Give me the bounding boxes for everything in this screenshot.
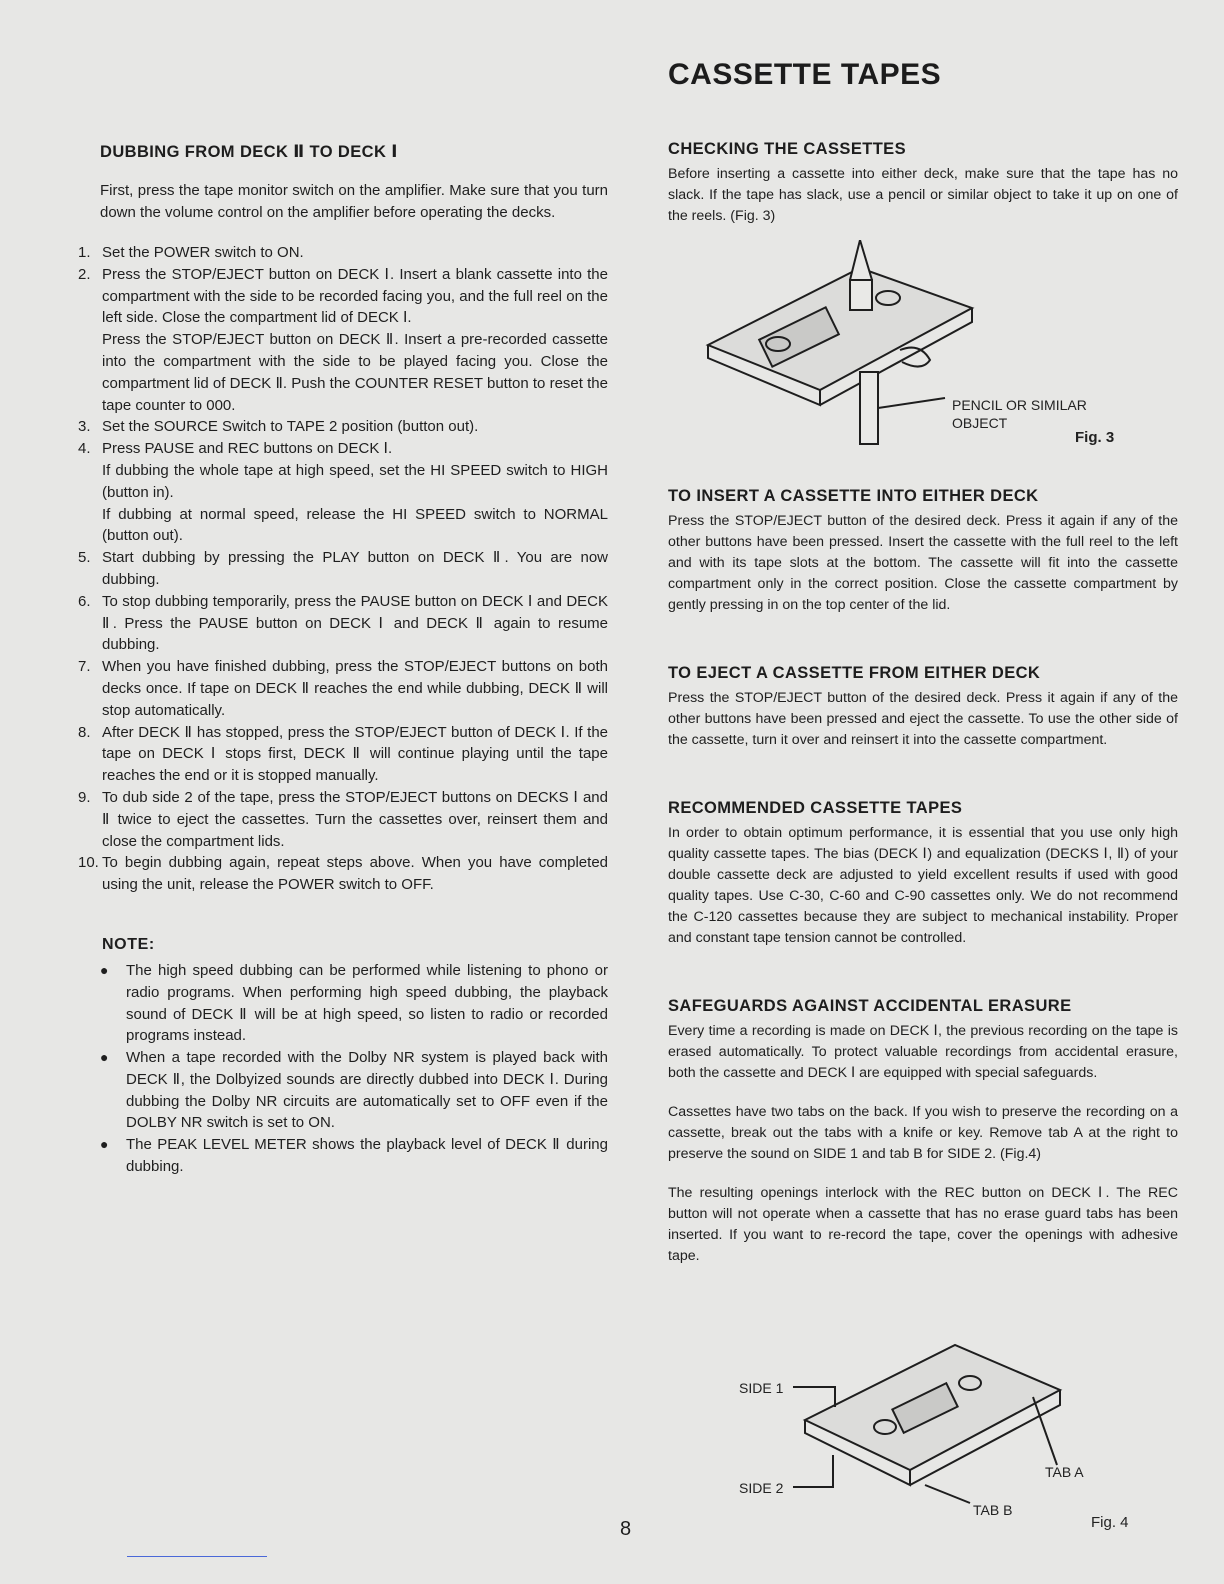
insert-section — [668, 487, 1178, 616]
fig4-tab-b-label: TAB B — [973, 1502, 1013, 1518]
page-number: 8 — [620, 1518, 632, 1540]
cassette-pencil-illustration — [700, 240, 1140, 455]
step-item: 2. Press the STOP/EJECT button on DECK Ⅰ. Insert a blank cassette into the compartment with the side to be recorded facing you, and the full reel on the left side. Close the compartment lid of DECK Ⅰ. Press the STOP/EJECT button on DECK Ⅱ. Insert a pre-recorded cassette into the compartment with the side to be played facing you. Close the compartment lid of DECK Ⅱ. Push the COUNTER RESET button to reset the tape counter to 000. — [78, 265, 608, 414]
dubbing-intro: First, press the tape monitor switch on the amplifier. Make sure that you turn down the volume control on the amplifier before operating the decks. — [100, 182, 608, 221]
note-list — [100, 960, 608, 1178]
bullet-icon: ● — [100, 961, 109, 978]
page-title: CASSETTE TAPES — [668, 58, 942, 91]
safeguards-text-1: Every time a recording is made on DECK Ⅰ, the previous recording on the tape is erased automatically. To protect valuable recordings from accidental erasure, both the cassette and DECK Ⅰ are equipped with special safeguards. — [668, 1023, 1178, 1081]
safeguards-text-3: The resulting openings interlock with the REC button on DECK Ⅰ. The REC button will not operate when a cassette that has no erase guard tabs has been inserted. If you want to re-record the tape, cover the openings with adhesive tape. — [668, 1185, 1178, 1264]
cassette-tabs-illustration — [735, 1335, 1155, 1535]
note-heading: NOTE: — [102, 935, 155, 953]
eject-heading: TO EJECT A CASSETTE FROM EITHER DECK — [668, 664, 1041, 682]
fig3-label-line2: OBJECT — [952, 415, 1008, 431]
checking-section — [668, 140, 1178, 227]
bullet-icon: ● — [100, 1049, 109, 1066]
bullet-icon: ● — [100, 1136, 109, 1153]
step-item: 10. To begin dubbing again, repeat steps above. When you have completed using the unit, release the POWER switch to OFF. — [78, 854, 608, 894]
step-item: 7. When you have finished dubbing, press the STOP/EJECT buttons on both decks once. If tape on DECK Ⅱ reaches the end while dubbing, DECK Ⅱ will stop automatically. — [78, 658, 608, 719]
fig3-caption: Fig. 3 — [1075, 429, 1115, 446]
checking-heading: CHECKING THE CASSETTES — [668, 140, 906, 158]
step-item: 9. To dub side 2 of the tape, press the STOP/EJECT buttons on DECKS Ⅰ and Ⅱ twice to eject the cassettes. Turn the cassettes over, reinsert them and close the compartment lids. — [78, 788, 608, 850]
left-column — [78, 142, 608, 1178]
fig4-caption: Fig. 4 — [1091, 1514, 1129, 1531]
fig4-tab-a-label: TAB A — [1045, 1464, 1084, 1480]
recommended-text: In order to obtain optimum performance, it is essential that you use only high quality cassette tapes. The bias (DECK Ⅰ) and equalization (DECKS Ⅰ, Ⅱ) of your double cassette deck are adjusted to yield excellent results if used with good quality tapes. Use C-30, C-60 and C-90 cassettes only. We do not recommend the C-120 cassettes because they are subject to mechanical instability. Proper and constant tape tension cannot be controlled. — [668, 825, 1178, 946]
recommended-section — [668, 799, 1178, 949]
step-item: 6. To stop dubbing temporarily, press the PAUSE button on DECK Ⅰ and DECK Ⅱ. Press the PAUSE button on DECK Ⅰ and DECK Ⅱ again to resume dubbing. — [78, 592, 608, 654]
step-item: 3. Set the SOURCE Switch to TAPE 2 position (button out). — [78, 418, 479, 436]
step-item: 5. Start dubbing by pressing the PLAY button on DECK Ⅱ. You are now dubbing. — [78, 549, 608, 588]
fig4-side1-label: SIDE 1 — [739, 1380, 784, 1396]
dubbing-steps — [78, 242, 608, 896]
eject-text: Press the STOP/EJECT button of the desired deck. Press it again if any of the other buttons have been pressed and eject the cassette. To use the other side of the cassette, turn it over and reinsert it into the cassette compartment. — [668, 690, 1178, 748]
insert-heading: TO INSERT A CASSETTE INTO EITHER DECK — [668, 487, 1039, 505]
insert-text: Press the STOP/EJECT button of the desired deck. Press it again if any of the other buttons have been pressed. Insert the cassette with the full reel to the left and with its tape slots at the bottom. The cassette will fit into the cassette compartment only in the correct position. Close the cassette compartment by gently pressing in on the top center of the lid. — [668, 513, 1178, 613]
step-item: 1. Set the POWER switch to ON. — [78, 244, 304, 261]
note-item: ● The PEAK LEVEL METER shows the playback level of DECK Ⅱ during dubbing. — [100, 1136, 608, 1176]
note-item: ● When a tape recorded with the Dolby NR system is played back with DECK Ⅱ, the Dolbyized sounds are directly dubbed into DECK Ⅰ. During dubbing the Dolby NR circuits are automatically set to OFF even if the DOLBY NR switch is set to ON. — [100, 1049, 608, 1132]
recommended-heading: RECOMMENDED CASSETTE TAPES — [668, 799, 963, 817]
safeguards-heading: SAFEGUARDS AGAINST ACCIDENTAL ERASURE — [668, 997, 1072, 1015]
fig4-side2-label: SIDE 2 — [739, 1480, 784, 1496]
step-item: 4. Press PAUSE and REC buttons on DECK Ⅰ. If dubbing the whole tape at high speed, set the HI SPEED switch to HIGH (button in). If dubbing at normal speed, release the HI SPEED switch to NORMAL (button out). — [78, 440, 608, 545]
dubbing-heading: DUBBING FROM DECK Ⅱ TO DECK Ⅰ — [100, 143, 398, 161]
figure-4 — [735, 1335, 1155, 1535]
safeguards-section — [668, 997, 1178, 1267]
fig3-label-line1: PENCIL OR SIMILAR — [952, 397, 1087, 413]
note-item: ● The high speed dubbing can be performed while listening to phono or radio programs. When performing high speed dubbing, the playback sound of DECK Ⅱ will be at high speed, so listen to radio or recorded programs instead. — [100, 961, 608, 1045]
step-item: 8. After DECK Ⅱ has stopped, press the STOP/EJECT button of DECK Ⅰ. If the tape on DECK Ⅰ stops first, DECK Ⅱ will continue playing until the tape reaches the end or it is stopped manually. — [78, 723, 608, 785]
footer-link-underline — [127, 1556, 267, 1557]
figure-3 — [700, 240, 1140, 455]
safeguards-text-2: Cassettes have two tabs on the back. If you wish to preserve the recording on a cassette, break out the tabs with a knife or key. Remove tab A at the right to preserve the sound on SIDE 1 and tab B for SIDE 2. (Fig.4) — [668, 1104, 1178, 1162]
eject-section — [668, 664, 1178, 751]
checking-text: Before inserting a cassette into either deck, make sure that the tape has no slack. If the tape has slack, use a pencil or similar object to take it up on one of the reels. (Fig. 3) — [668, 166, 1178, 224]
